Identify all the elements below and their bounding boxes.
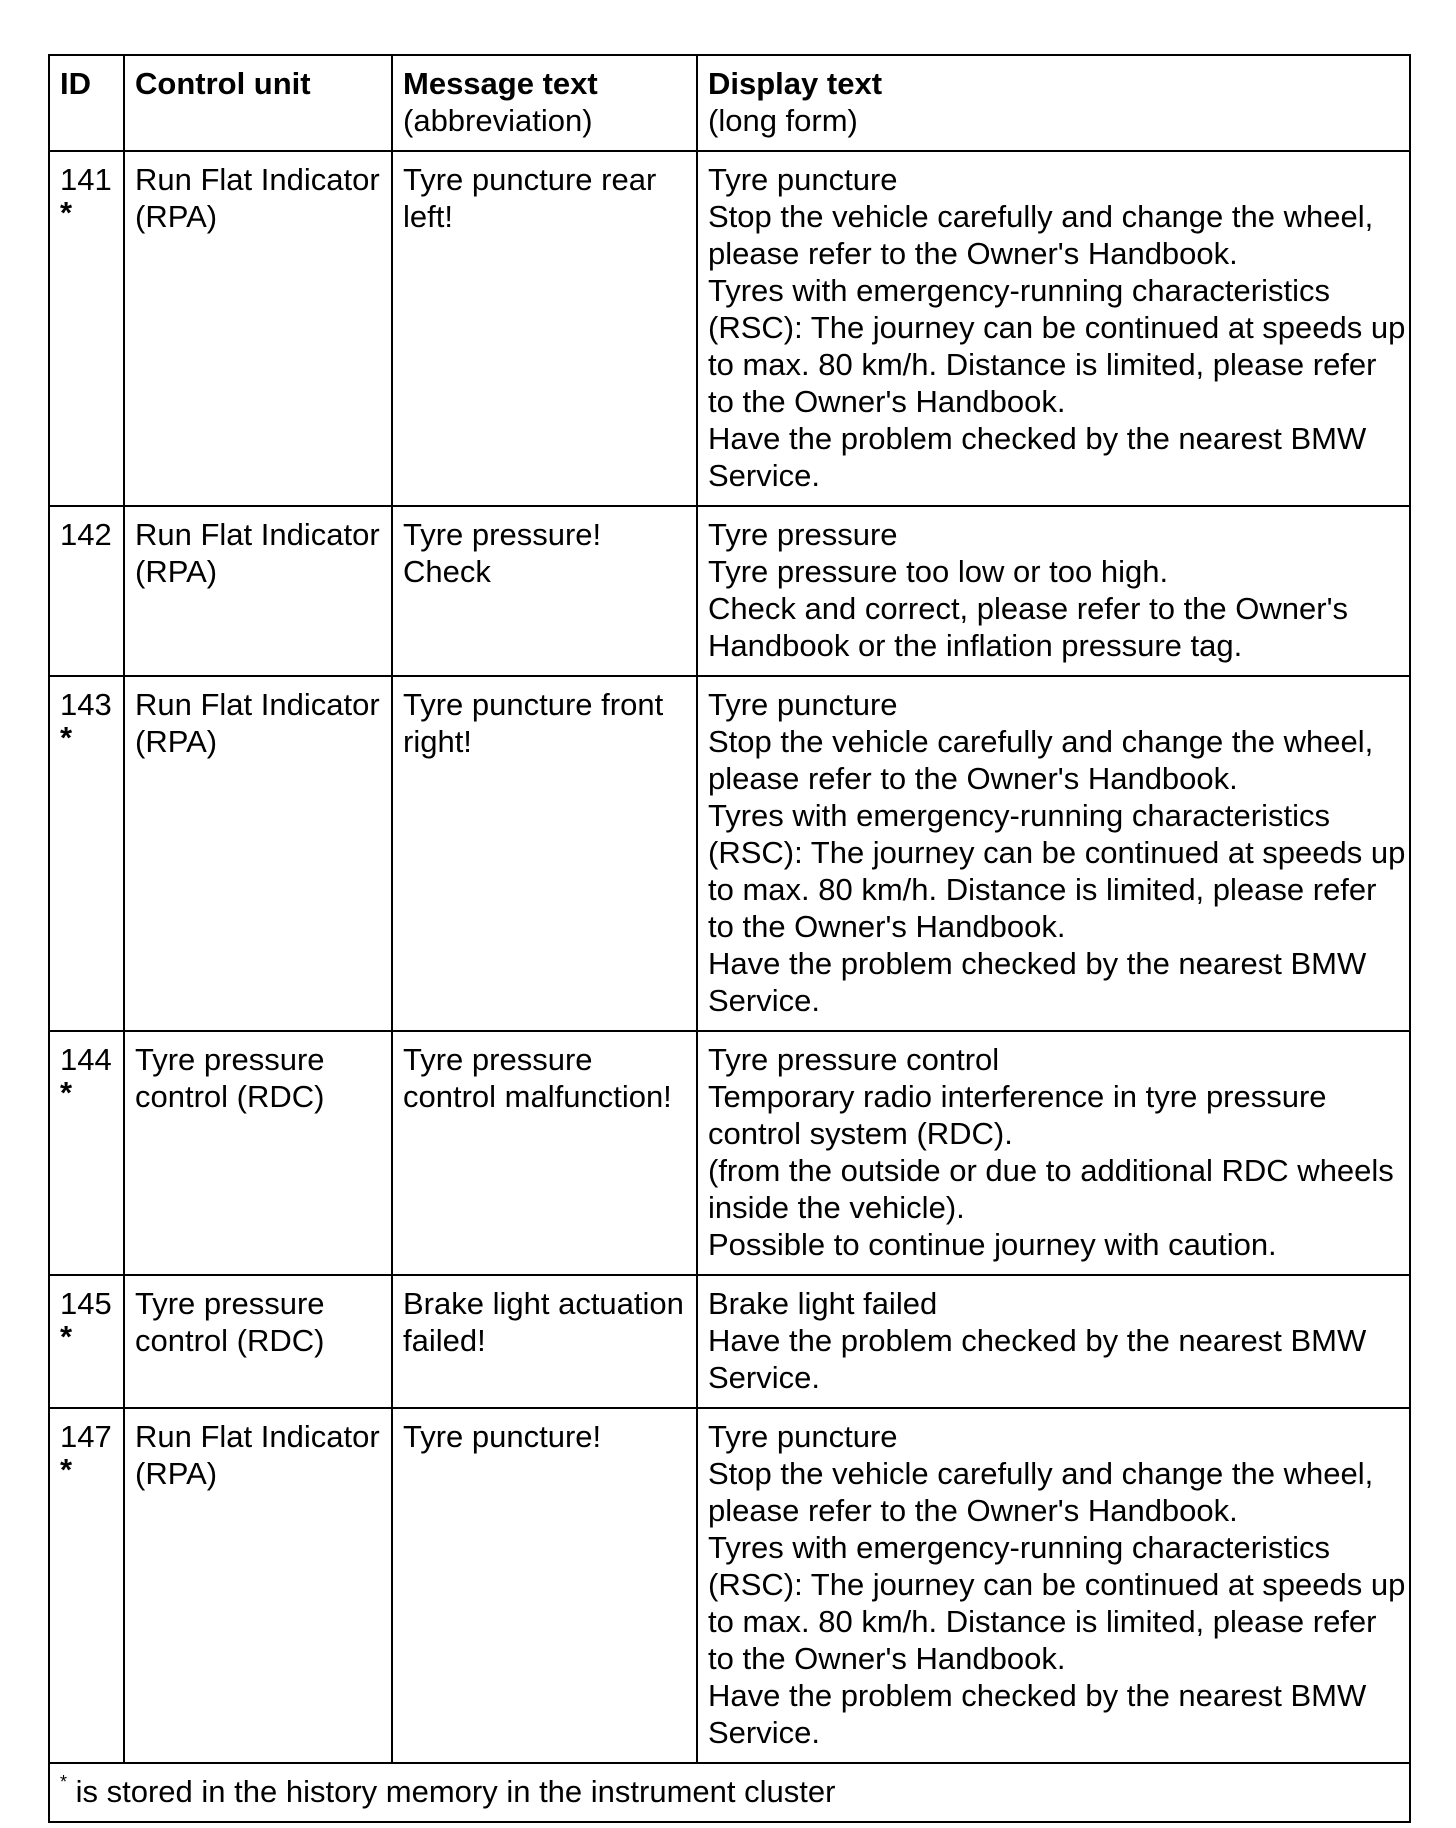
header-display-text-label: Display text [708, 66, 883, 101]
cell-control-unit [124, 1408, 392, 1763]
message-text-line: Tyre puncture rear [403, 162, 657, 197]
footnote-mark: * [60, 1772, 68, 1792]
display-text-line: Have the problem checked by the nearest BMW [708, 421, 1367, 456]
control-unit-line: control (RDC) [135, 1323, 325, 1358]
control-unit-line: Run Flat Indicator [135, 162, 380, 197]
display-text-line: (RSC): The journey can be continued at speeds up [708, 835, 1406, 870]
control-unit-line: (RPA) [135, 1456, 218, 1491]
cell-control-unit [124, 1031, 392, 1275]
display-text-line: please refer to the Owner's Handbook. [708, 761, 1238, 796]
message-text-line: Brake light actuation [403, 1286, 684, 1321]
control-unit-line: Run Flat Indicator [135, 687, 380, 722]
display-text-line: to max. 80 km/h. Distance is limited, please refer [708, 1604, 1377, 1639]
header-display-text-sub: (long form) [708, 103, 858, 138]
message-text-line: Tyre puncture front [403, 687, 664, 722]
history-marker: * [60, 720, 73, 755]
display-text-line: Tyres with emergency-running characteristics [708, 798, 1330, 833]
display-text-line: Possible to continue journey with caution. [708, 1227, 1277, 1262]
display-text-line: Stop the vehicle carefully and change the wheel, [708, 199, 1374, 234]
footnote-text: is stored in the history memory in the instrument cluster [67, 1774, 836, 1809]
display-text-line: Temporary radio interference in tyre pressure [708, 1079, 1327, 1114]
control-unit-line: Run Flat Indicator [135, 1419, 380, 1454]
cell-message-text [392, 1031, 697, 1275]
display-text-line: Tyres with emergency-running characteristics [708, 273, 1330, 308]
message-text-line: Check [403, 554, 491, 589]
display-text-line: Tyre puncture [708, 162, 898, 197]
header-display-text [697, 55, 1410, 151]
row-id: 145 [60, 1286, 112, 1321]
header-id [49, 55, 124, 151]
message-text-line: control malfunction! [403, 1079, 672, 1114]
cell-id [49, 676, 124, 1031]
display-text-line: (from the outside or due to additional RDC wheels [708, 1153, 1394, 1188]
table-body [49, 151, 1410, 1763]
header-message-text [392, 55, 697, 151]
control-unit-line: control (RDC) [135, 1079, 325, 1114]
row-id: 141 [60, 162, 112, 197]
message-table [48, 54, 1411, 1823]
cell-id [49, 506, 124, 676]
display-text-line: please refer to the Owner's Handbook. [708, 236, 1238, 271]
row-id: 144 [60, 1042, 112, 1077]
cell-control-unit [124, 1275, 392, 1408]
display-text-line: Tyre pressure control [708, 1042, 1000, 1077]
cell-display-text [697, 1275, 1410, 1408]
display-text-line: Have the problem checked by the nearest BMW [708, 1323, 1367, 1358]
control-unit-line: (RPA) [135, 199, 218, 234]
display-text-line: Service. [708, 458, 820, 493]
cell-message-text [392, 151, 697, 506]
display-text-line: Tyre pressure too low or too high. [708, 554, 1169, 589]
cell-id [49, 1275, 124, 1408]
table-row [49, 1275, 1410, 1408]
cell-id [49, 1408, 124, 1763]
cell-display-text [697, 506, 1410, 676]
display-text-line: Tyre puncture [708, 1419, 898, 1454]
cell-display-text [697, 1031, 1410, 1275]
control-unit-line: Tyre pressure [135, 1286, 325, 1321]
cell-id [49, 1031, 124, 1275]
display-text-line: Service. [708, 1715, 820, 1750]
control-unit-line: Run Flat Indicator [135, 517, 380, 552]
cell-control-unit [124, 676, 392, 1031]
display-text-line: Have the problem checked by the nearest BMW [708, 1678, 1367, 1713]
row-id: 142 [60, 517, 112, 552]
display-text-line: to the Owner's Handbook. [708, 384, 1066, 419]
header-control-unit-label: Control unit [135, 66, 311, 101]
table-row [49, 1408, 1410, 1763]
cell-display-text [697, 1408, 1410, 1763]
table-row [49, 676, 1410, 1031]
display-text-line: control system (RDC). [708, 1116, 1013, 1151]
header-id-label: ID [60, 66, 91, 101]
display-text-line: Service. [708, 983, 820, 1018]
row-id: 147 [60, 1419, 112, 1454]
display-text-line: please refer to the Owner's Handbook. [708, 1493, 1238, 1528]
display-text-line: Stop the vehicle carefully and change the wheel, [708, 724, 1374, 759]
display-text-line: Check and correct, please refer to the Owner's [708, 591, 1348, 626]
cell-id [49, 151, 124, 506]
table-row [49, 1031, 1410, 1275]
header-message-text-label: Message text [403, 66, 598, 101]
history-marker: * [60, 1319, 73, 1354]
display-text-line: Tyre puncture [708, 687, 898, 722]
message-text-line: right! [403, 724, 472, 759]
table-row [49, 506, 1410, 676]
header-control-unit [124, 55, 392, 151]
table-header-row [49, 55, 1410, 151]
display-text-line: Handbook or the inflation pressure tag. [708, 628, 1243, 663]
footnote-row [49, 1763, 1410, 1822]
footnote-cell [49, 1763, 1410, 1822]
control-unit-line: Tyre pressure [135, 1042, 325, 1077]
display-text-line: Tyres with emergency-running characteristics [708, 1530, 1330, 1565]
control-unit-line: (RPA) [135, 724, 218, 759]
display-text-line: to max. 80 km/h. Distance is limited, please refer [708, 347, 1377, 382]
display-text-line: to the Owner's Handbook. [708, 1641, 1066, 1676]
cell-display-text [697, 151, 1410, 506]
display-text-line: Tyre pressure [708, 517, 898, 552]
cell-message-text [392, 1408, 697, 1763]
message-text-line: failed! [403, 1323, 486, 1358]
display-text-line: Brake light failed [708, 1286, 938, 1321]
cell-control-unit [124, 506, 392, 676]
control-unit-line: (RPA) [135, 554, 218, 589]
cell-display-text [697, 676, 1410, 1031]
history-marker: * [60, 1452, 73, 1487]
cell-message-text [392, 1275, 697, 1408]
message-text-line: left! [403, 199, 453, 234]
display-text-line: Stop the vehicle carefully and change the wheel, [708, 1456, 1374, 1491]
message-text-line: Tyre puncture! [403, 1419, 602, 1454]
display-text-line: Service. [708, 1360, 820, 1395]
history-marker: * [60, 1075, 73, 1110]
cell-message-text [392, 676, 697, 1031]
history-marker: * [60, 195, 73, 230]
cell-control-unit [124, 151, 392, 506]
message-text-line: Tyre pressure [403, 1042, 593, 1077]
table-row [49, 151, 1410, 506]
display-text-line: Have the problem checked by the nearest BMW [708, 946, 1367, 981]
display-text-line: (RSC): The journey can be continued at speeds up [708, 1567, 1406, 1602]
header-message-text-sub: (abbreviation) [403, 103, 593, 138]
display-text-line: to the Owner's Handbook. [708, 909, 1066, 944]
display-text-line: inside the vehicle). [708, 1190, 965, 1225]
message-text-line: Tyre pressure! [403, 517, 602, 552]
row-id: 143 [60, 687, 112, 722]
cell-message-text [392, 506, 697, 676]
display-text-line: (RSC): The journey can be continued at speeds up [708, 310, 1406, 345]
display-text-line: to max. 80 km/h. Distance is limited, please refer [708, 872, 1377, 907]
